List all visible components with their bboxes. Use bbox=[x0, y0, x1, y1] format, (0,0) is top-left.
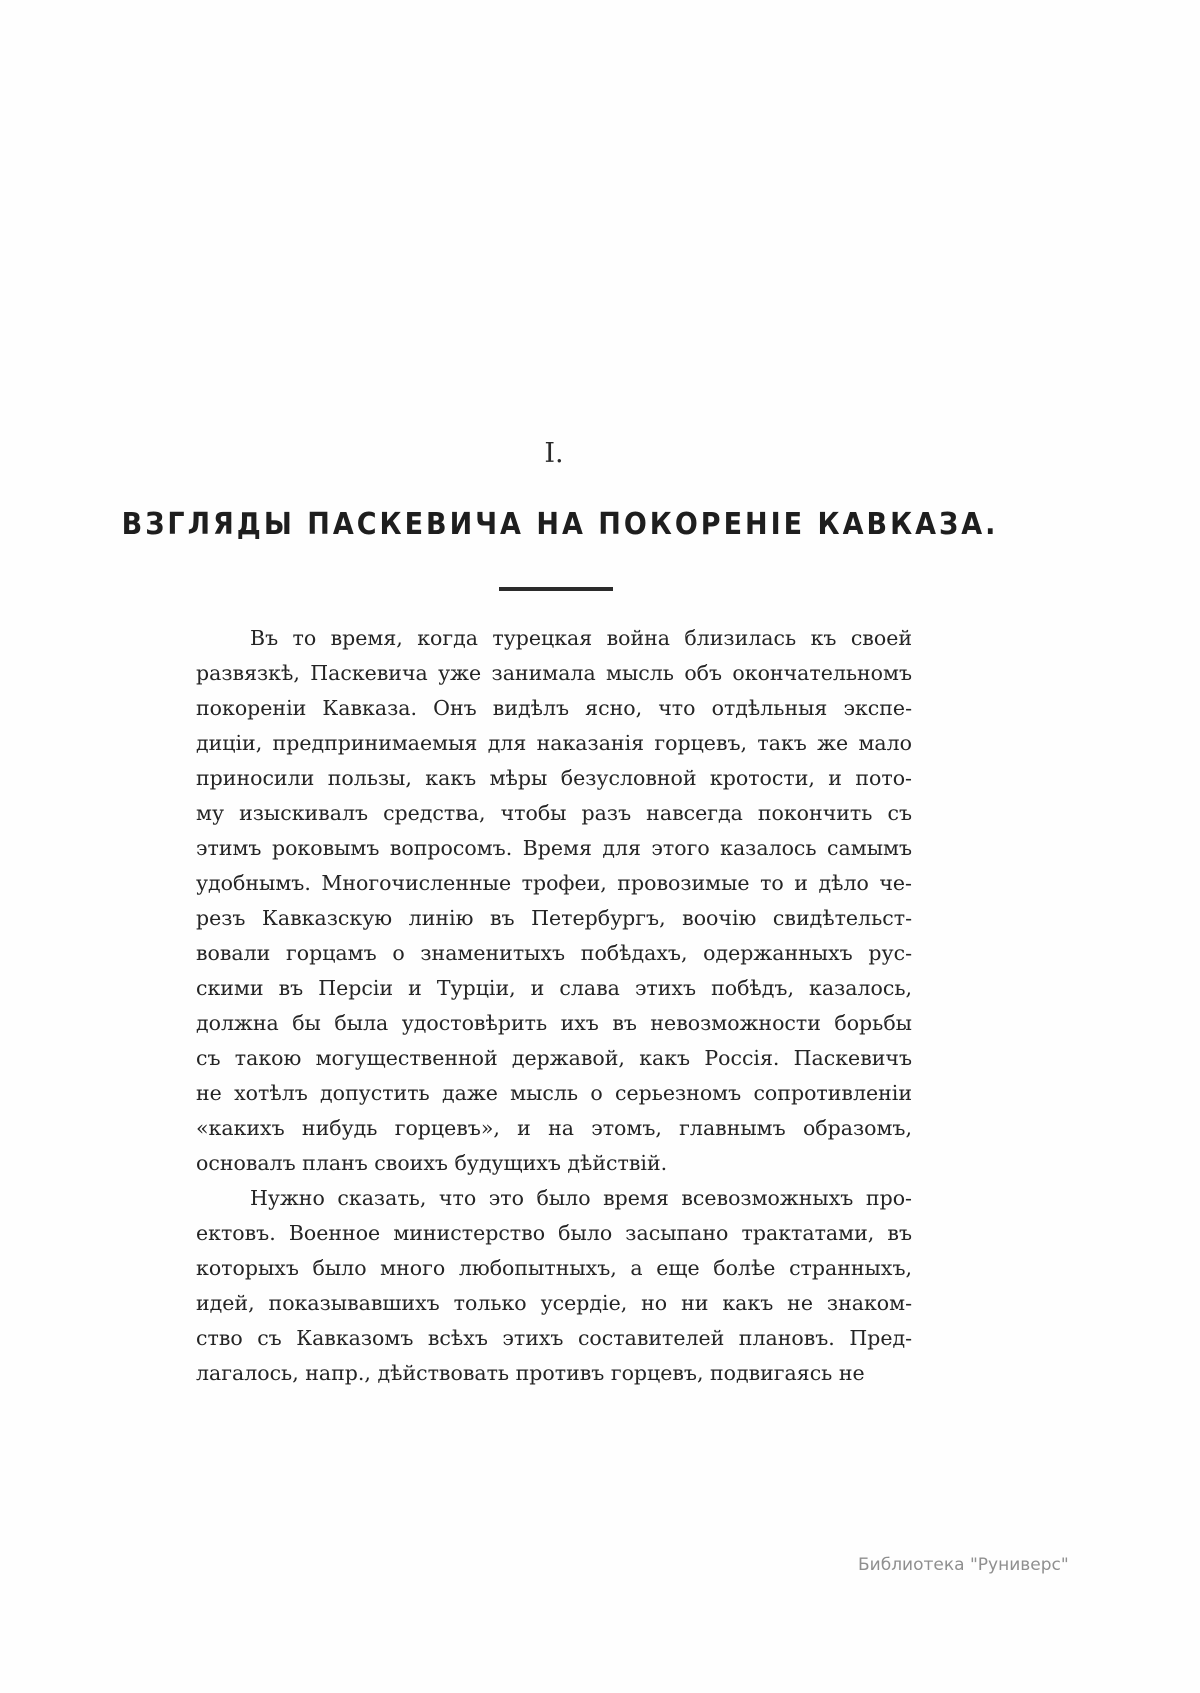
paragraph-line: не хотѣлъ допустить даже мысль о серьезномъ сопротивленіи bbox=[196, 1081, 912, 1105]
paragraph-line: диціи, предпринимаемыя для наказанія горцевъ, такъ же мало bbox=[196, 731, 912, 755]
paragraph-line: съ такою могущественной державой, какъ Россія. Паскевичъ bbox=[196, 1046, 912, 1070]
paragraph-line: этимъ роковымъ вопросомъ. Время для этого казалось самымъ bbox=[196, 836, 912, 860]
paragraph-line: удобнымъ. Многочисленные трофеи, провозимые то и дѣло че- bbox=[196, 871, 912, 895]
paragraph-line: ектовъ. Военное министерство было засыпано трактатами, въ bbox=[196, 1221, 912, 1245]
paragraph-line: вовали горцамъ о знаменитыхъ побѣдахъ, одержанныхъ рус- bbox=[196, 941, 912, 965]
body-text bbox=[196, 621, 912, 1391]
title-divider bbox=[499, 587, 613, 591]
paragraph bbox=[196, 1181, 912, 1391]
chapter-number: I. bbox=[544, 438, 564, 469]
paragraph-line: «какихъ нибудь горцевъ», и на этомъ, главнымъ образомъ, bbox=[196, 1116, 912, 1140]
paragraph-line: развязкѣ, Паскевича уже занимала мысль объ окончательномъ bbox=[196, 661, 912, 685]
paragraph-line: Въ то время, когда турецкая война близилась къ своей bbox=[250, 626, 912, 650]
paragraph bbox=[196, 621, 912, 1181]
paragraph-line: резъ Кавказскую линію въ Петербургъ, воочію свидѣтельст- bbox=[196, 906, 912, 930]
paragraph-line: основалъ планъ своихъ будущихъ дѣйствій. bbox=[196, 1151, 668, 1175]
page-title: ВЗГЛЯДЫ ПАСКЕВИЧА НА ПОКОРЕНІЕ КАВКАЗА. bbox=[121, 507, 999, 542]
paragraph-line: скими въ Персіи и Турціи, и слава этихъ побѣдъ, казалось, bbox=[196, 976, 912, 1000]
paragraph-line: которыхъ было много любопытныхъ, а еще болѣе странныхъ, bbox=[196, 1256, 912, 1280]
watermark: Библиотека "Руниверс" bbox=[858, 1555, 1069, 1575]
paragraph-line: му изыскивалъ средства, чтобы разъ навсегда покончить съ bbox=[196, 801, 912, 825]
paragraph-line: идей, показывавшихъ только усердіе, но ни какъ не знаком- bbox=[196, 1291, 912, 1315]
paragraph-line: Нужно сказать, что это было время всевозможныхъ про- bbox=[250, 1186, 912, 1210]
paragraph-line: ство съ Кавказомъ всѣхъ этихъ составителей плановъ. Пред- bbox=[196, 1326, 912, 1350]
paragraph-line: должна бы была удостовѣрить ихъ въ невозможности борьбы bbox=[196, 1011, 912, 1035]
paragraph-line: покореніи Кавказа. Онъ видѣлъ ясно, что отдѣльныя экспе- bbox=[196, 696, 912, 720]
paragraph-line: лагалось, напр., дѣйствовать противъ горцевъ, подвигаясь не bbox=[196, 1361, 865, 1385]
paragraph-line: приносили пользы, какъ мѣры безусловной кротости, и пото- bbox=[196, 766, 912, 790]
